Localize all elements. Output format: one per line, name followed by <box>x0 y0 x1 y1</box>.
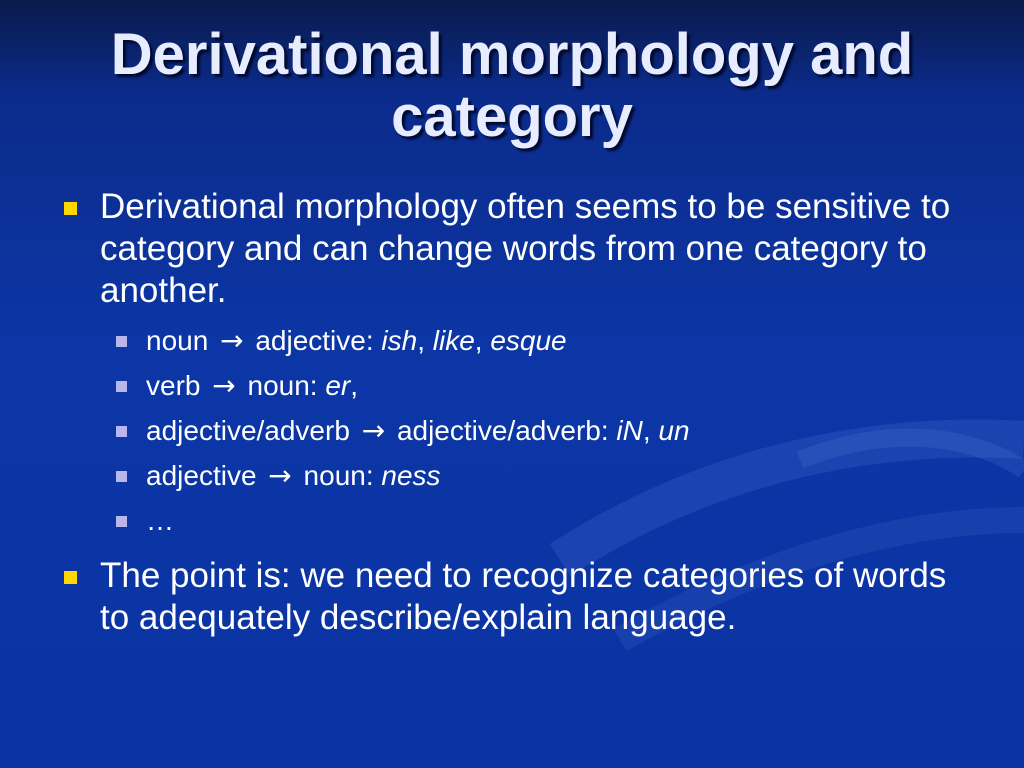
slide-title: Derivational morphology and category <box>110 22 914 149</box>
right-arrow-icon: → <box>361 414 386 447</box>
affix: iN <box>616 415 643 446</box>
sub-bullet-ellipsis <box>58 498 978 543</box>
affix: like <box>432 325 475 356</box>
affix: un <box>658 415 690 446</box>
square-bullet-icon <box>116 516 127 527</box>
slide-content <box>58 186 978 645</box>
bullet-text: The point is: we need to recognize categories of words to adequately describe/explain language. <box>100 556 947 637</box>
to-category: adjective: <box>255 325 374 356</box>
right-arrow-icon: → <box>212 369 236 402</box>
square-bullet-icon <box>116 471 127 482</box>
bullet-text: Derivational morphology often seems to be sensitive to category and can change words from one category to another. <box>100 187 951 310</box>
affix-separator: , <box>417 325 433 356</box>
affix-separator: , <box>642 415 659 446</box>
to-category: noun: <box>247 370 318 401</box>
sub-bullet-adjective-noun <box>58 453 978 498</box>
bullet-item-point <box>58 555 978 639</box>
affix: esque <box>490 325 567 356</box>
from-category: noun <box>146 325 209 356</box>
affix: er <box>325 370 351 401</box>
bullet-item-derivational <box>58 186 978 312</box>
sub-bullet-list <box>58 318 978 543</box>
right-arrow-icon: → <box>220 324 244 357</box>
square-bullet-icon <box>116 426 127 437</box>
square-bullet-icon <box>64 571 77 584</box>
from-category: adjective/adverb <box>146 415 350 446</box>
square-bullet-icon <box>64 202 77 215</box>
ellipsis-text: … <box>146 505 174 536</box>
affix: ish <box>381 325 418 356</box>
affix-separator: , <box>350 370 359 401</box>
to-category: adjective/adverb: <box>396 415 609 446</box>
affix-separator: , <box>474 325 491 356</box>
from-category: adjective <box>146 460 257 491</box>
square-bullet-icon <box>116 336 127 347</box>
to-category: noun: <box>303 460 374 491</box>
affix: ness <box>381 460 441 491</box>
sub-bullet-adjective-adverb <box>58 408 978 453</box>
right-arrow-icon: → <box>268 459 292 492</box>
from-category: verb <box>146 370 201 401</box>
sub-bullet-verb-noun <box>58 363 978 408</box>
sub-bullet-noun-adjective <box>58 318 978 363</box>
square-bullet-icon <box>116 381 127 392</box>
